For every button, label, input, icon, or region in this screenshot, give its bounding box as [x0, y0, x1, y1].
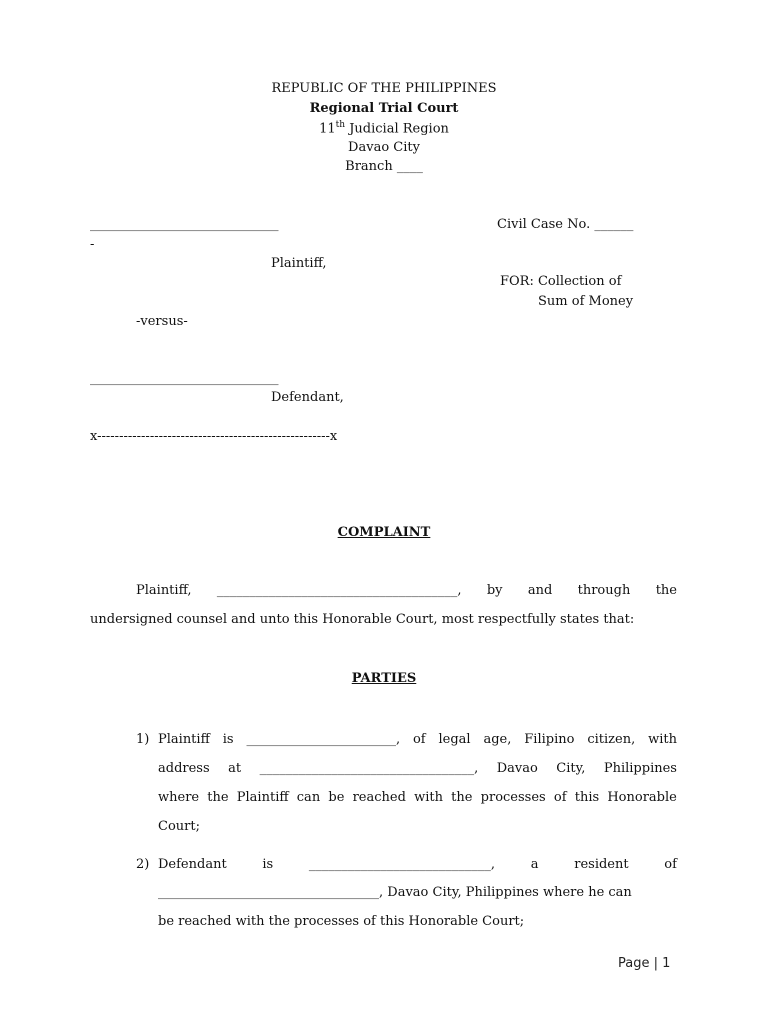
word: Plaintiff — [236, 790, 289, 805]
word: Philippines — [603, 761, 677, 776]
intro-word: the — [655, 583, 677, 598]
intro-word: _____________________________________, — [216, 583, 462, 598]
intro-line-2: undersigned counsel and unto this Honorable Court, most respectfully states that: — [90, 612, 635, 627]
word: Davao — [496, 761, 538, 776]
word: where — [158, 790, 200, 805]
word: citizen, — [587, 732, 636, 747]
case-nature-line2: Sum of Money — [538, 294, 634, 309]
word: the — [451, 790, 473, 805]
intro-word: through — [577, 583, 631, 598]
word: is — [262, 857, 274, 872]
word: of — [553, 790, 567, 805]
word: _______________________, — [246, 732, 401, 747]
caption-dash: - — [90, 237, 95, 252]
item1-line-3 — [158, 791, 677, 804]
defendant-name-blank: _____________________________ — [90, 371, 279, 386]
item1-line-2 — [158, 762, 677, 775]
page-number: Page | 1 — [618, 956, 671, 971]
case-nature-line1: FOR: Collection of — [500, 274, 622, 289]
word: _________________________________, — [259, 761, 479, 776]
word: is — [222, 732, 234, 747]
intro-word: by — [486, 583, 503, 598]
word: this — [574, 790, 600, 805]
word: a — [530, 857, 539, 872]
parties-title: PARTIES — [351, 671, 417, 686]
word: Filipino — [524, 732, 575, 747]
item2-line-3: be reached with the processes of this Honorable Court; — [158, 914, 525, 929]
word: with — [414, 790, 443, 805]
item2-line-1 — [158, 858, 677, 871]
word: age, — [483, 732, 512, 747]
plaintiff-label: Plaintiff, — [271, 256, 327, 271]
word: Plaintiff — [158, 732, 210, 747]
word: can — [296, 790, 321, 805]
intro-word: and — [527, 583, 553, 598]
word: with — [648, 732, 677, 747]
word: be — [328, 790, 345, 805]
word: reached — [352, 790, 406, 805]
plaintiff-name-blank: _____________________________ — [90, 217, 279, 232]
item-number: 1) — [136, 732, 150, 747]
intro-line-1 — [136, 584, 677, 597]
court-name: Regional Trial Court — [309, 101, 459, 116]
intro-word: Plaintiff, — [136, 583, 192, 598]
judicial-region — [0, 121, 768, 135]
region-number: 11 — [319, 121, 336, 137]
item-number: 2) — [136, 857, 150, 872]
complaint-title: COMPLAINT — [337, 525, 431, 540]
item2-line-2: __________________________________, Davao City, Philippines where he can — [158, 885, 632, 900]
item1-line-4: Court; — [158, 819, 200, 834]
word: address — [158, 761, 210, 776]
word: Honorable — [607, 790, 677, 805]
region-ordinal: th — [335, 120, 346, 130]
item1-line-1 — [158, 733, 677, 746]
word: processes — [480, 790, 546, 805]
word: legal — [438, 732, 471, 747]
republic-heading: REPUBLIC OF THE PHILIPPINES — [271, 81, 497, 96]
word: resident — [574, 857, 629, 872]
word: of — [412, 732, 426, 747]
word: at — [228, 761, 242, 776]
defendant-label: Defendant, — [271, 390, 344, 405]
word: the — [207, 790, 229, 805]
city-line: Davao City — [348, 140, 420, 155]
region-label: Judicial Region — [345, 121, 449, 137]
versus-label: -versus- — [136, 314, 188, 329]
word: of — [664, 857, 677, 872]
caption-divider: x-----------------------------------------------------x — [90, 429, 338, 444]
word: Defendant — [158, 857, 227, 872]
word: ____________________________, — [308, 857, 496, 872]
branch-line: Branch ____ — [345, 159, 423, 174]
word: City, — [556, 761, 586, 776]
civil-case-number: Civil Case No. ______ — [497, 217, 634, 232]
